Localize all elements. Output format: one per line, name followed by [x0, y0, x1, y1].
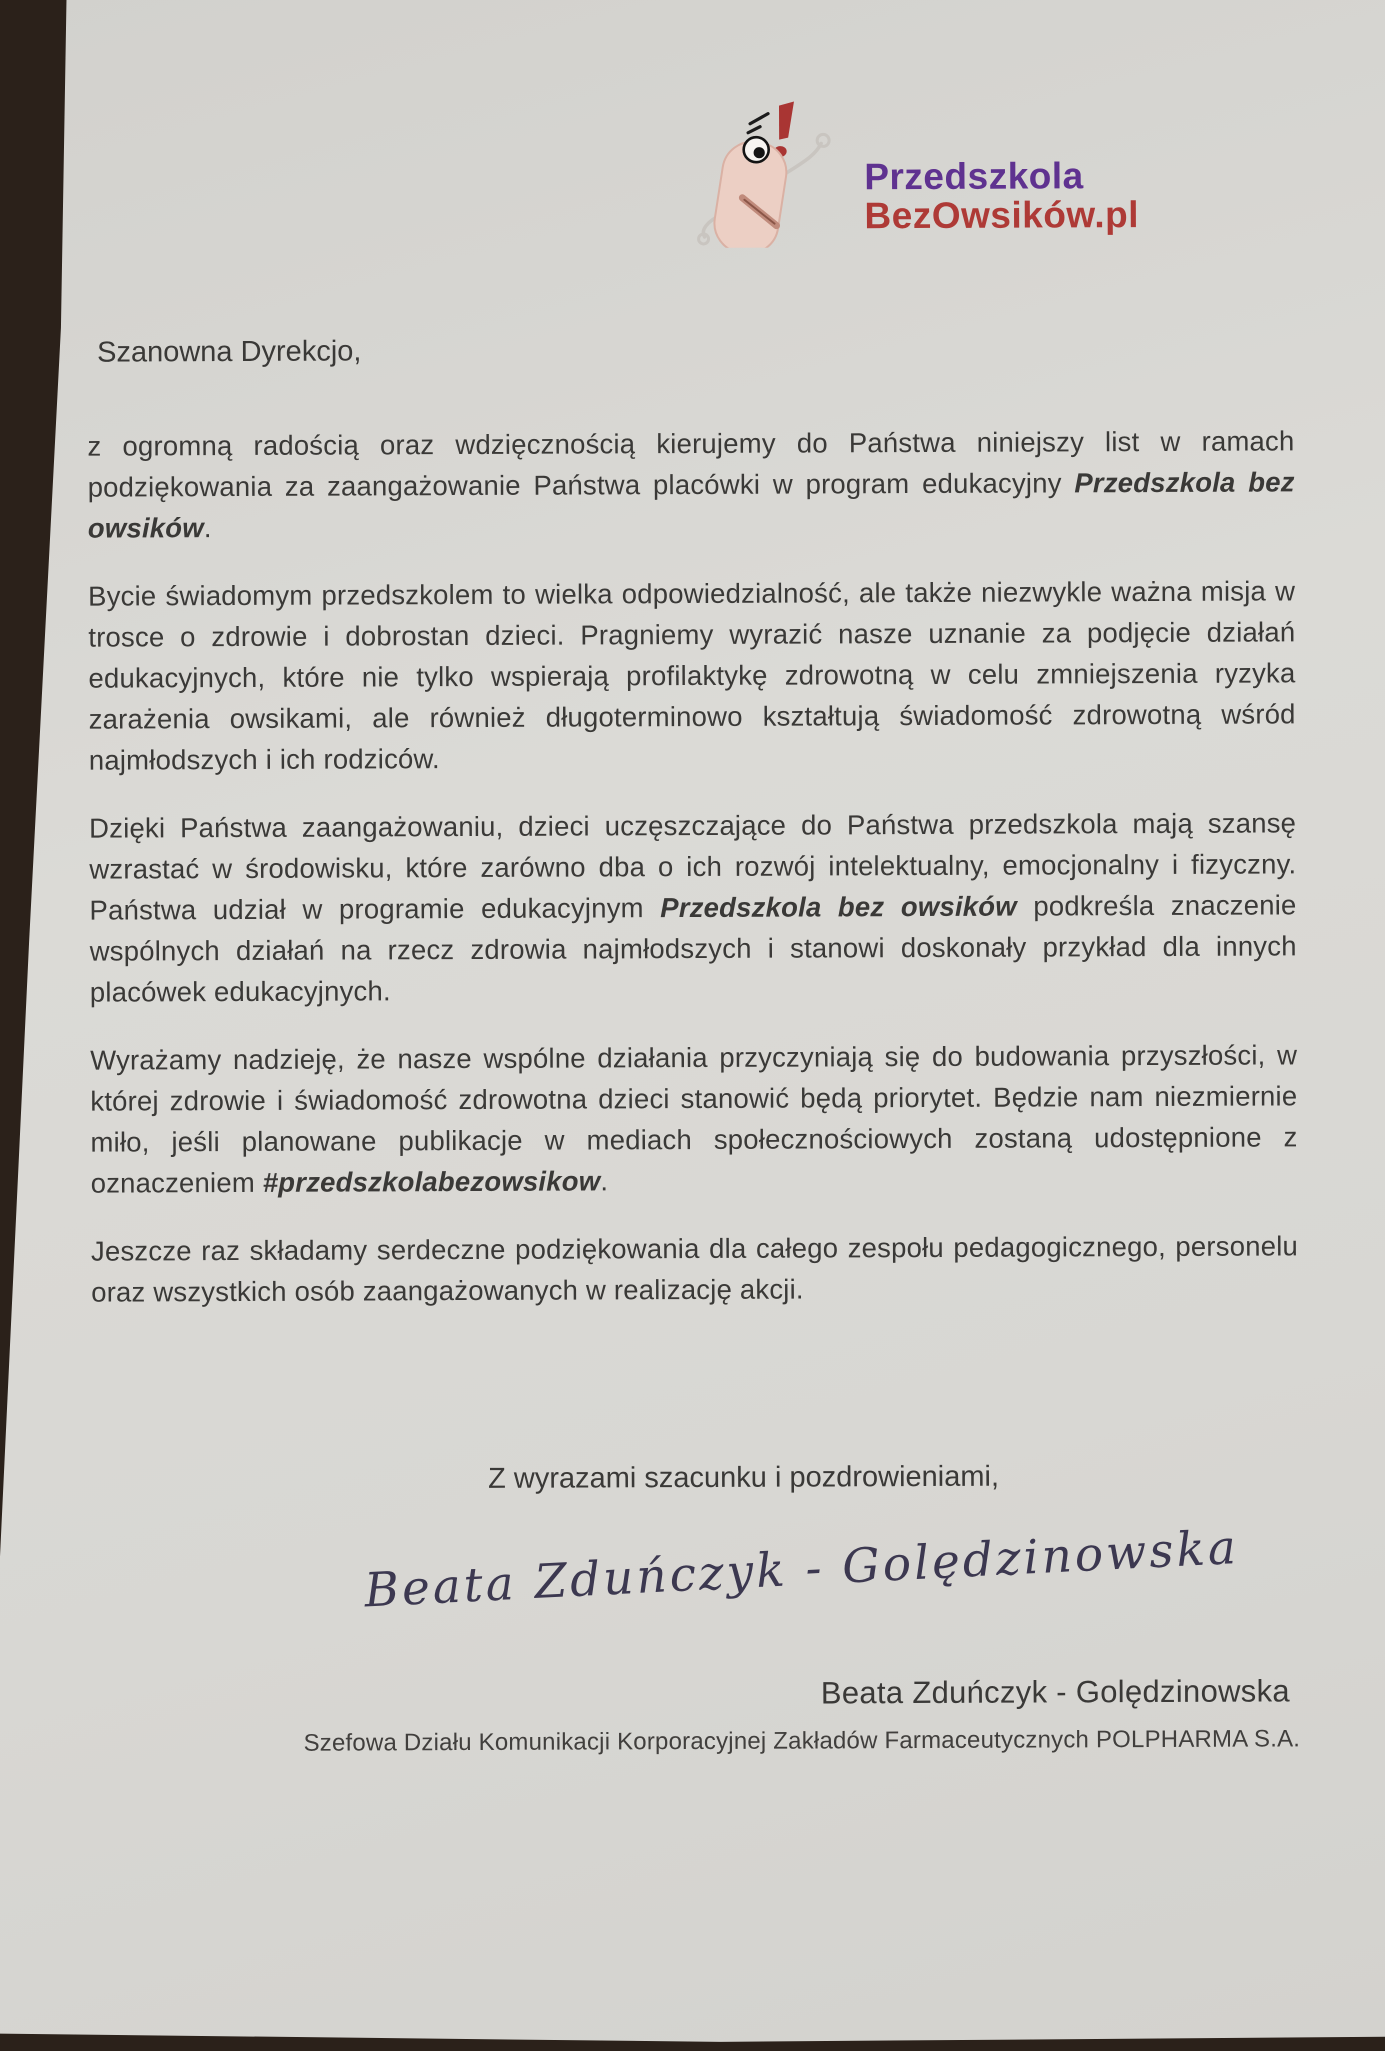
paragraph: Jeszcze raz składamy serdeczne podziękowania dla całego zespołu pedagogicznego, personelu oraz wszystkich osób zaangażowanych w realizację akcji. — [90, 1230, 1299, 1308]
logo-line1: Przedszkola — [864, 155, 1084, 198]
program-logo — [658, 96, 1139, 248]
salutation: Szanowna Dyrekcjo, — [96, 335, 362, 369]
pinworm-mascot-icon — [658, 97, 859, 248]
closing-line: Z wyrazami szacunku i pozdrowieniami, — [488, 1460, 1000, 1495]
signer-title: Szefowa Działu Komunikacji Korporacyjnej Zakładów Farmaceutycznych POLPHARMA S.A. — [303, 1725, 1301, 1757]
handwritten-signature: Beata Zduńczyk - Golędzinowska — [363, 1520, 1241, 1619]
paragraph: Bycie świadomym przedszkolem to wielka odpowiedzialność, ale także niezwykle ważna misja w trosce o zdrowie i dobrostan dzieci. Pragniemy wyrazić nasze uznanie za podjęcie działań edukacyjnych, które nie tylko wspierają profilaktykę zdrowotną w celu zmniejszenia ryzyka zarażenia owsikami, ale również długoterminowo kształtują świadomość zdrowotną wśród najmłodszych i ich rodziców. — [88, 575, 1296, 776]
logo-line2: BezOwsików.pl — [864, 193, 1140, 236]
letter-body — [87, 420, 1298, 1312]
logo-wordmark — [864, 157, 1139, 247]
signer-name: Beata Zduńczyk - Golędzinowska — [820, 1673, 1290, 1711]
paragraph: Wyrażamy nadzieję, że nasze wspólne działania przyczyniają się do budowania przyszłości, w której zdrowie i świadomość zdrowotna dzieci stanowić będą priorytet. Będzie nam niezmiernie miło, jeśli planowane publikacje w mediach społecznościowych zostaną udostępnione z oznaczeniem #przedszkolabezowsikow. — [90, 1039, 1298, 1199]
paragraph: Dzięki Państwa zaangażowaniu, dzieci uczęszczające do Państwa przedszkola mają szansę wzrastać w środowisku, które zarówno dba o ich rozwój intelektualny, emocjonalny i fizyczny. Państwa udział w programie edukacyjnym Przedszkola bez owsików podkreśla znaczenie wspólnych działań na rzecz zdrowia najmłodszych i stanowi doskonały przykład dla innych placówek edukacyjnych. — [89, 807, 1297, 1008]
paragraph: z ogromną radością oraz wdzięcznością kierujemy do Państwa niniejszy list w ramach podziękowania za zaangażowanie Państwa placówki w program edukacyjny Przedszkola bez owsików. — [87, 425, 1295, 544]
